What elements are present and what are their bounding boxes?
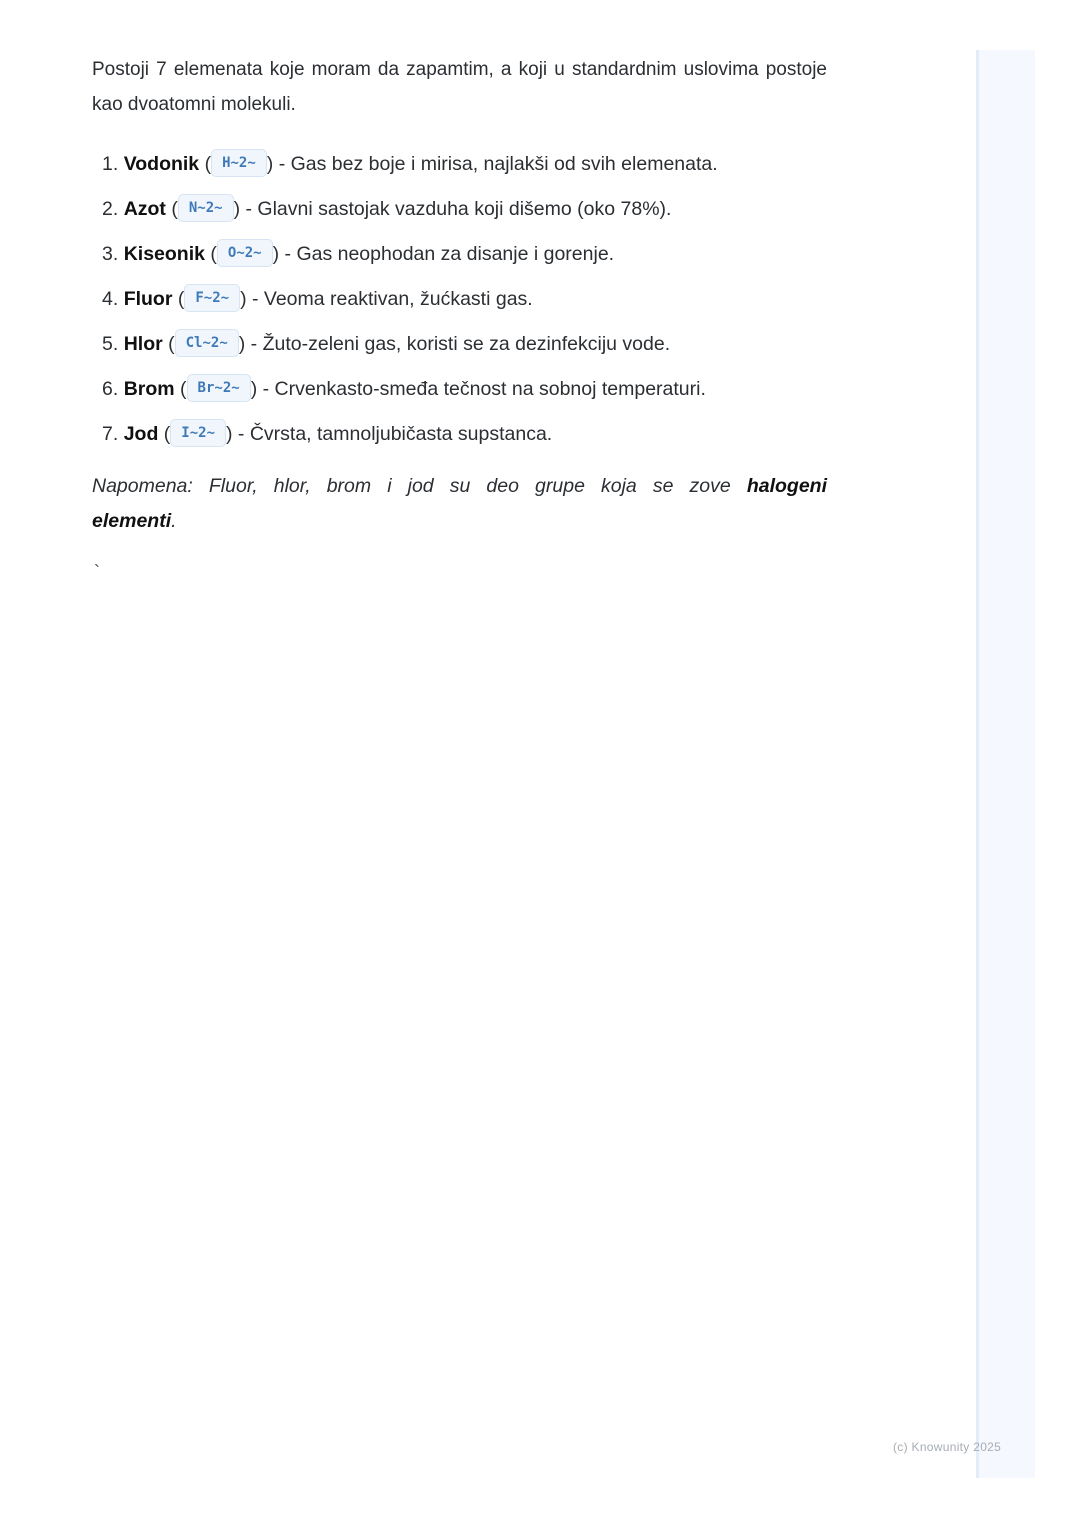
list-item bbox=[102, 277, 827, 322]
close-paren: ) bbox=[266, 153, 274, 175]
side-panel bbox=[976, 50, 1035, 1478]
list-item bbox=[102, 232, 827, 277]
list-item bbox=[102, 142, 827, 187]
list-item bbox=[102, 322, 827, 367]
open-paren: ( bbox=[210, 243, 217, 265]
note-suffix: . bbox=[171, 510, 177, 532]
element-description: - Crvenkasto-smeđa tečnost na sobnoj temperaturi. bbox=[257, 378, 706, 400]
formula-code: O~2~ bbox=[217, 239, 273, 267]
note-paragraph bbox=[92, 469, 827, 539]
element-description: - Gas neophodan za disanje i gorenje. bbox=[279, 243, 615, 265]
list-item bbox=[102, 412, 827, 457]
item-number: 5. bbox=[102, 333, 119, 355]
element-name: Vodonik bbox=[123, 153, 200, 175]
element-description: - Žuto-zeleni gas, koristi se za dezinfekciju vode. bbox=[245, 333, 671, 355]
note-prefix: Napomena: Fluor, hlor, brom i jod su deo grupe koja se zove bbox=[92, 475, 747, 497]
item-number: 3. bbox=[102, 243, 119, 265]
formula-code: N~2~ bbox=[178, 194, 234, 222]
close-paren: ) bbox=[238, 333, 246, 355]
open-paren: ( bbox=[204, 153, 212, 175]
open-paren: ( bbox=[163, 423, 171, 445]
element-name: Azot bbox=[123, 198, 166, 220]
open-paren: ( bbox=[177, 288, 185, 310]
list-item bbox=[102, 187, 827, 232]
element-description: - Glavni sastojak vazduha koji dišemo (oko 78%). bbox=[240, 198, 672, 220]
formula-code: H~2~ bbox=[211, 149, 267, 177]
list-item bbox=[102, 367, 827, 412]
element-name: Brom bbox=[123, 378, 175, 400]
formula-code: Br~2~ bbox=[187, 374, 251, 402]
open-paren: ( bbox=[168, 333, 175, 355]
close-paren: ) bbox=[272, 243, 280, 265]
close-paren: ) bbox=[233, 198, 241, 220]
element-description: - Gas bez boje i mirisa, najlakši od svih elemenata. bbox=[273, 153, 718, 175]
element-description: - Veoma reaktivan, žućkasti gas. bbox=[246, 288, 533, 310]
formula-code: Cl~2~ bbox=[175, 329, 239, 357]
diatomic-elements-list bbox=[92, 142, 827, 457]
item-number: 4. bbox=[102, 288, 119, 310]
item-number: 6. bbox=[102, 378, 119, 400]
formula-code: F~2~ bbox=[184, 284, 240, 312]
formula-code: I~2~ bbox=[170, 419, 226, 447]
open-paren: ( bbox=[171, 198, 178, 220]
item-number: 7. bbox=[102, 423, 119, 445]
copyright-footer: (c) Knowunity 2025 bbox=[893, 1440, 1002, 1454]
close-paren: ) bbox=[250, 378, 258, 400]
stray-backtick: ` bbox=[94, 562, 100, 582]
close-paren: ) bbox=[240, 288, 247, 310]
close-paren: ) bbox=[226, 423, 233, 445]
element-name: Kiseonik bbox=[123, 243, 205, 265]
element-name: Fluor bbox=[123, 288, 173, 310]
item-number: 1. bbox=[102, 153, 119, 175]
document-content bbox=[92, 52, 827, 539]
intro-paragraph: Postoji 7 elemenata koje moram da zapamtim, a koji u standardnim uslovima postoje kao dvoatomni molekuli. bbox=[92, 59, 827, 115]
element-name: Hlor bbox=[123, 333, 163, 355]
element-name: Jod bbox=[123, 423, 159, 445]
note-bold-term: halogeni elementi bbox=[92, 475, 827, 532]
open-paren: ( bbox=[180, 378, 187, 400]
element-description: - Čvrsta, tamnoljubičasta supstanca. bbox=[232, 423, 553, 445]
item-number: 2. bbox=[102, 198, 119, 220]
